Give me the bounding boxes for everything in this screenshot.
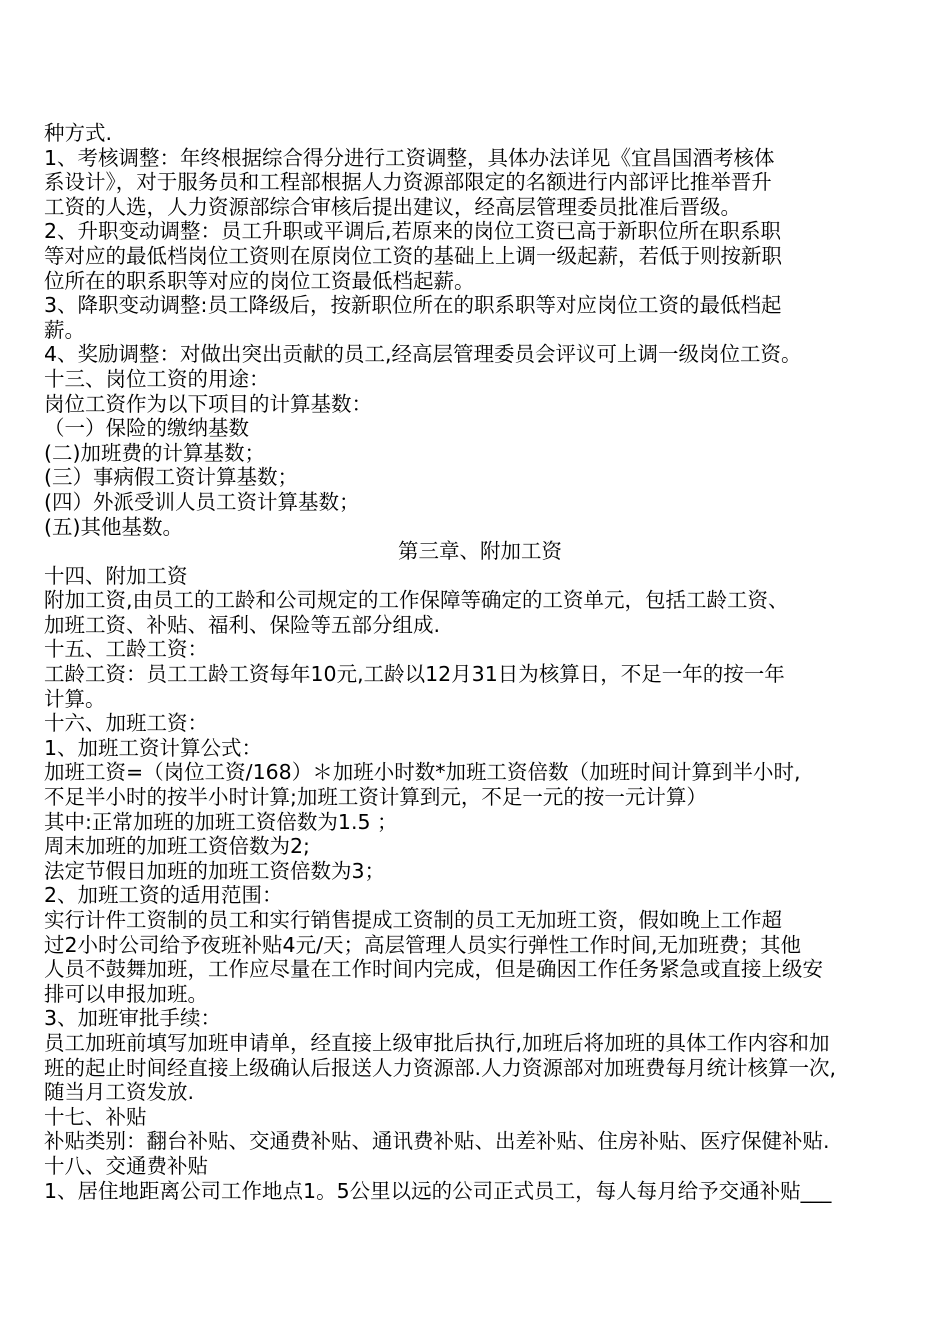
text-line: 种方式. (44, 121, 113, 145)
text-line: 4、奖励调整：对做出突出贡献的员工,经高层管理委员会评议可上调一级岗位工资。 (44, 342, 802, 367)
text-line: 1、加班工资计算公式： (44, 735, 263, 760)
text-line: 等对应的最低档岗位工资则在原岗位工资的基础上上调一级起薪，若低于则按新职 (44, 243, 782, 268)
text-line: 周末加班的加班工资倍数为2; (44, 834, 310, 859)
text-line: 十三、岗位工资的用途： (44, 366, 270, 391)
text-line: 系设计》，对于服务员和工程部根据人力资源部限定的名额进行内部评比推举晋升 (44, 170, 772, 195)
text-line: 实行计件工资制的员工和实行销售提成工资制的员工无加班工资，假如晚上工作超 (44, 908, 782, 932)
text-line: 班的起止时间经直接上级确认后报送人力资源部.人力资源部对加班费每月统计核算一次, (44, 1055, 837, 1080)
text-line: 加班工资=（岗位工资/168）＊加班小时数*加班工资倍数（加班时间计算到半小时, (44, 760, 801, 785)
text-line: 十四、附加工资 (44, 563, 188, 588)
text-line: 十七、补贴 (44, 1104, 147, 1129)
text-line: 过2小时公司给予夜班补贴4元/天；高层管理人员实行弹性工作时间,无加班费；其他 (44, 932, 802, 957)
text-line: (三）事病假工资计算基数； (44, 465, 298, 490)
text-line: 工龄工资：员工工龄工资每年10元,工龄以12月31日为核算日，不足一年的按一年 (44, 662, 785, 687)
text-line: 位所在的职系职等对应的岗位工资最低档起薪。 (44, 268, 475, 293)
text-line: 加班工资、补贴、福利、保险等五部分组成. (44, 612, 441, 637)
text-line: 随当月工资发放. (44, 1080, 195, 1105)
text-line: 1、居住地距离公司工作地点1。5公里以远的公司正式员工，每人每月给予交通补贴___ (44, 1178, 832, 1203)
document-body (44, 121, 916, 1203)
text-line: 十八、交通费补贴 (44, 1153, 208, 1178)
text-line: （一）保险的缴纳基数 (44, 416, 249, 441)
text-line: 法定节假日加班的加班工资倍数为3； (44, 858, 386, 883)
text-line: (五)其他基数。 (44, 514, 183, 539)
text-line: 十六、加班工资： (44, 711, 208, 736)
text-line: 2、升职变动调整：员工升职或平调后,若原来的岗位工资已高于新职位所在职系职 (44, 219, 782, 244)
text-line: 附加工资,由员工的工龄和公司规定的工作保障等确定的工资单元，包括工龄工资、 (44, 588, 789, 613)
chapter-heading: 第三章、附加工资 (398, 539, 562, 564)
text-line: 1、考核调整：年终根据综合得分进行工资调整，具体办法详见《宜昌国酒考核体 (44, 145, 775, 170)
text-line: (四）外派受训人员工资计算基数； (44, 489, 360, 514)
text-line: 不足半小时的按半小时计算;加班工资计算到元，不足一元的按一元计算） (44, 785, 707, 810)
text-line: 薪。 (44, 317, 85, 342)
text-line: 2、加班工资的适用范围： (44, 883, 283, 908)
text-line: 岗位工资作为以下项目的计算基数： (44, 391, 372, 416)
text-line: (二)加班费的计算基数； (44, 440, 265, 465)
text-line: 排可以申报加班。 (44, 981, 208, 1006)
text-line: 人员不鼓舞加班，工作应尽量在工作时间内完成，但是确因工作任务紧急或直接上级安 (44, 957, 823, 982)
text-line: 3、降职变动调整:员工降级后，按新职位所在的职系职等对应岗位工资的最低档起 (44, 293, 782, 318)
text-line: 其中:正常加班的加班工资倍数为1.5 ； (44, 809, 398, 834)
text-line: 补贴类别：翻台补贴、交通费补贴、通讯费补贴、出差补贴、住房补贴、医疗保健补贴. (44, 1129, 830, 1154)
text-line: 3、加班审批手续： (44, 1006, 222, 1031)
text-line: 工资的人选，人力资源部综合审核后提出建议，经高层管理委员批准后晋级。 (44, 194, 741, 219)
text-line: 计算。 (44, 686, 106, 711)
text-line: 十五、工龄工资： (44, 637, 208, 662)
text-line: 员工加班前填写加班申请单，经直接上级审批后执行,加班后将加班的具体工作内容和加 (44, 1030, 830, 1055)
